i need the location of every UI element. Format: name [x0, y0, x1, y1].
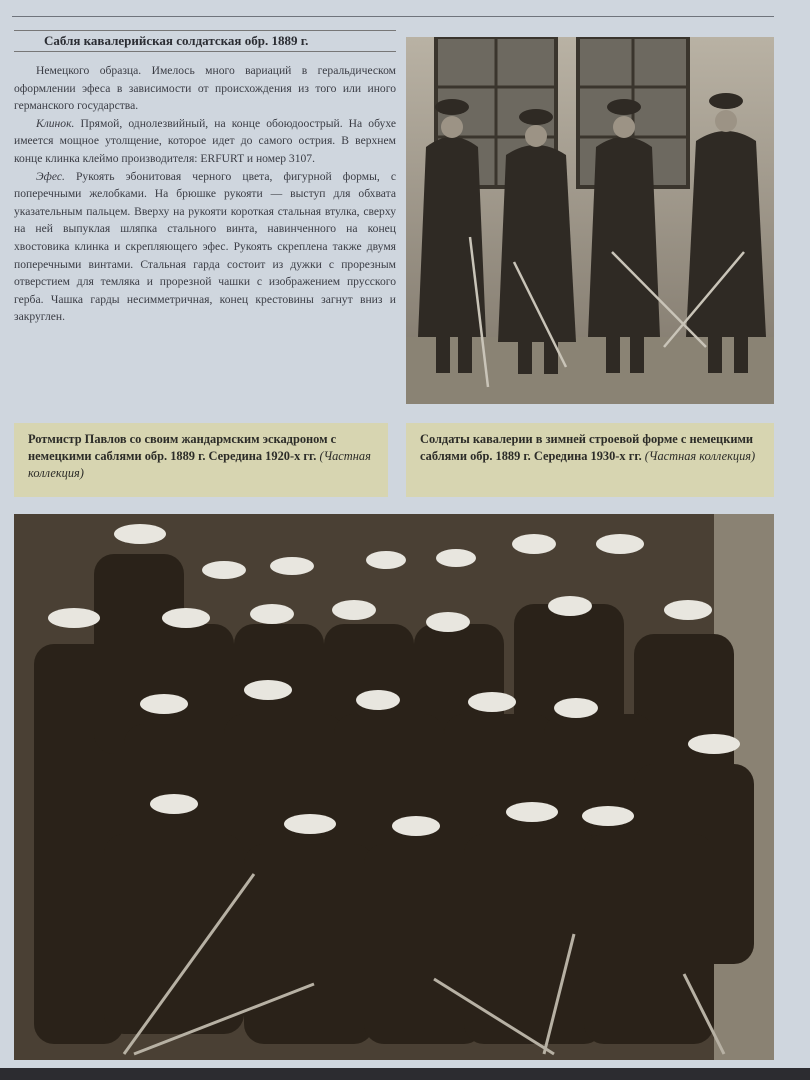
caption-right-text: Солдаты кавалерии в зимней строевой форме с немецкими саблями обр. 1889 г. Середина 1930-х гг.: [420, 432, 754, 463]
caption-left: [14, 423, 388, 497]
caption-right-source: (Частная коллекция): [644, 449, 756, 463]
paragraph-blade-lead: Клинок.: [36, 116, 75, 130]
section-title-bar: [14, 30, 396, 52]
paragraph-hilt-text: Рукоять эбонитовая черного цвета, фигурной формы, с поперечными желобками. На брюшке рукояти — выступ для обхвата указательным пальцем. Вверху на рукояти короткая стальная втулка, сверху на ней выпуклая шляпка стального винта, навинченного на конец хвостовика клинка и скрепляющего эфес. Рукоять скреплена также двумя поперечными винтами. Стальная гарда состоит из дужки с прорезным отверстием для темляка и прорезной чашки с изображением прусского герба. Чашка гарды несимметричная, конец крестовины загнут вниз и закруглен.: [14, 169, 396, 324]
page-bottom-edge: [0, 1068, 810, 1080]
photo-four-soldiers: [406, 37, 774, 404]
caption-left-text: Ротмистр Павлов со своим жандармским эскадроном с немецкими саблями обр. 1889 г. Середина 1920-х гг.: [28, 432, 337, 463]
paragraph-intro: [14, 62, 396, 115]
paragraph-intro-text: Немецкого образца. Имелось много вариаций в геральдическом оформлении эфеса в зависимости от происхождения из того или иного германского государства.: [14, 64, 396, 113]
paragraph-blade-text: Прямой, однолезвийный, на конце обоюдоострый. На обухе имеется мощное утолщение, которое идет до самого острия. В верхнем конце клинка клеймо производителя: ERFURT и номер 3107.: [14, 116, 396, 165]
caption-left-source: (Частная коллекция): [28, 449, 371, 480]
photo-gendarme-squadron-image: [14, 514, 774, 1060]
article-text: [14, 62, 396, 326]
photo-gendarme-squadron: [14, 514, 774, 1060]
paragraph-hilt: [14, 168, 396, 326]
top-rule: [12, 16, 774, 17]
section-title: Сабля кавалерийская солдатская обр. 1889 г.: [44, 33, 309, 48]
caption-right: [406, 423, 774, 497]
paragraph-blade: [14, 115, 396, 168]
photo-four-soldiers-image: [406, 37, 774, 404]
paragraph-hilt-lead: Эфес.: [36, 169, 65, 183]
